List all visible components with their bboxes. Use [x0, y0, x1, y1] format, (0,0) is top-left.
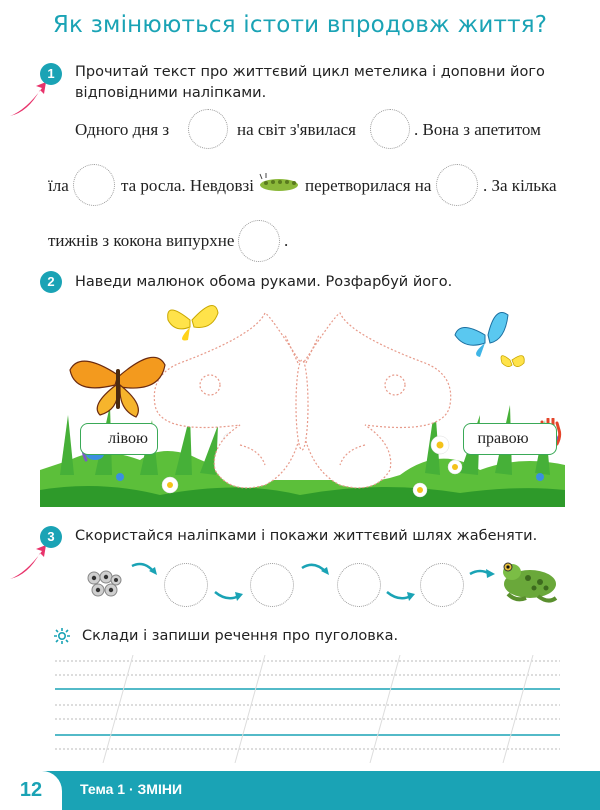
task1-text-2d: . За кілька [483, 176, 557, 195]
task1-instruction: Прочитай текст про життєвий цикл метелика і доповни його відповідними наліпками. [75, 64, 545, 101]
arrow-icon [468, 566, 496, 580]
task1-text-3b: . [284, 231, 289, 250]
right-hand-label [463, 423, 557, 455]
task1-text-1a: Одного дня з [75, 120, 170, 139]
task-number-2: 2 [40, 271, 62, 293]
left-hand-label-text: лівою [108, 430, 148, 447]
task-number-1: 1 [40, 63, 62, 85]
task4-instruction: Склади і запиши речення про пуголовка. [82, 628, 399, 644]
sticker-slot-caterpillar[interactable] [370, 109, 410, 149]
page-title: Як змінюються істоти впродовж життя? [52, 12, 548, 38]
task1-text-1c: . Вона з апетитом [414, 120, 541, 139]
sticker-slot-frog-stage-2[interactable] [250, 563, 294, 607]
arrow-icon [213, 588, 245, 604]
sticker-slot-butterfly[interactable] [238, 220, 280, 262]
pointer-arrow-icon [8, 80, 48, 120]
arrow-icon [385, 588, 417, 604]
pointer-arrow-icon [8, 543, 48, 583]
task1-text-2b: та росла. Невдовзі [121, 176, 254, 195]
task1-text-2c: перетворилася на [305, 176, 432, 195]
task-number-3: 3 [40, 526, 62, 548]
task1-text-2a: їла [48, 176, 69, 195]
topic-label: Тема 1 · ЗМІНИ [80, 781, 183, 797]
sticker-slot-cocoon[interactable] [436, 164, 478, 206]
frog-eggs-icon [86, 570, 122, 598]
butterfly-tracing-illustration [40, 295, 565, 510]
caterpillar-icon [258, 173, 300, 195]
sticker-slot-frog-stage-4[interactable] [420, 563, 464, 607]
writing-lines[interactable] [55, 655, 560, 763]
arrow-icon [300, 562, 332, 578]
task3-instruction: Скористайся наліпками і покажи життєвий шлях жабеняти. [75, 528, 538, 544]
task1-text-3a: тижнів з кокона випурхне [48, 231, 235, 250]
frog-icon [498, 558, 560, 604]
sun-icon [54, 628, 70, 644]
page-number: 12 [0, 771, 62, 810]
sticker-slot-frog-stage-1[interactable] [164, 563, 208, 607]
sticker-slot-leaves[interactable] [73, 164, 115, 206]
sticker-slot-egg[interactable] [188, 109, 228, 149]
task2-instruction: Наведи малюнок обома руками. Розфарбуй його. [75, 274, 453, 290]
arrow-icon [130, 562, 160, 578]
sticker-slot-frog-stage-3[interactable] [337, 563, 381, 607]
left-hand-label [80, 423, 158, 455]
right-hand-label-text: правою [477, 430, 529, 447]
task1-text-1b: на світ з'явилася [237, 120, 356, 139]
